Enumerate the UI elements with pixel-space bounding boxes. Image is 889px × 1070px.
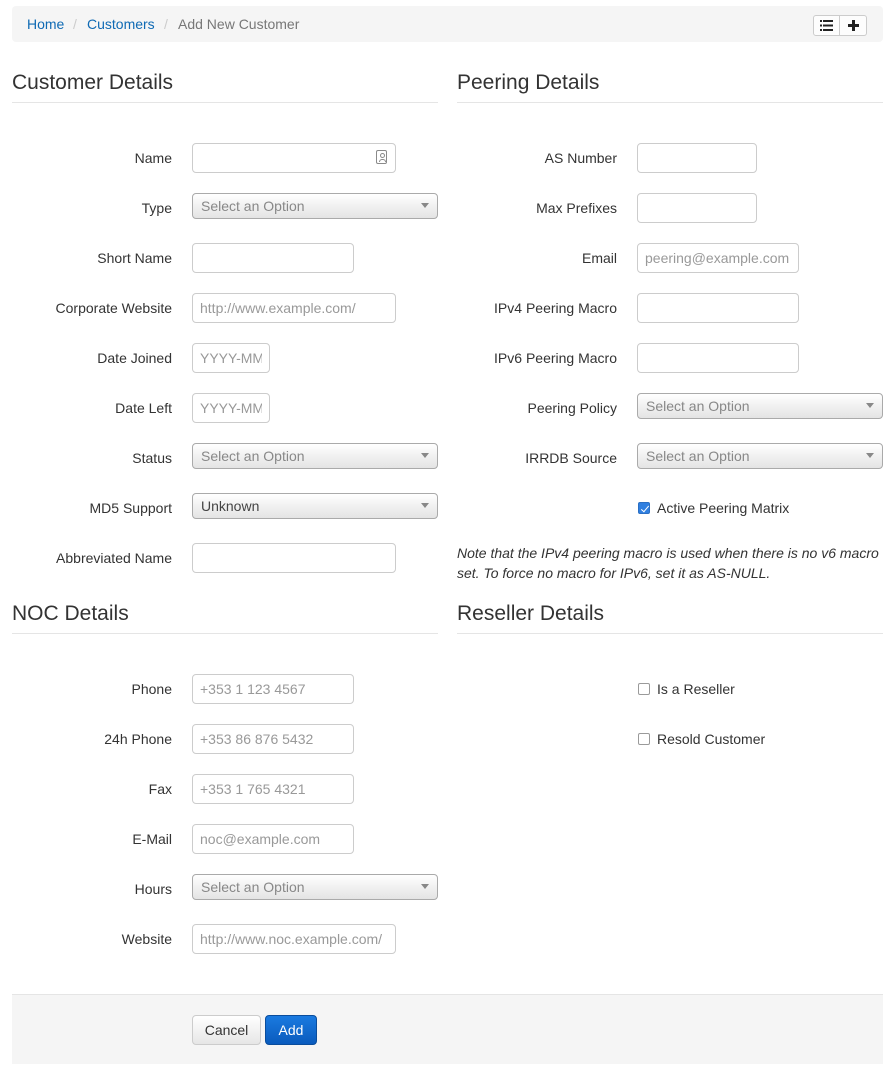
peering-policy-label: Peering Policy (527, 400, 617, 416)
section-divider (457, 102, 883, 103)
breadcrumb-customers-link[interactable]: Customers (87, 16, 155, 32)
chevron-down-icon (421, 203, 429, 208)
chevron-down-icon (866, 453, 874, 458)
short-name-input[interactable] (192, 243, 354, 273)
ipv4-macro-label: IPv4 Peering Macro (494, 300, 617, 316)
breadcrumb-separator: / (164, 16, 168, 32)
ipv6-macro-note: Note that the IPv4 peering macro is used when there is no v6 macro set. To force no macro for IPv6, set it as AS-NULL. (457, 545, 879, 581)
toolbar-button-group (813, 15, 867, 36)
chevron-down-icon (421, 503, 429, 508)
noc-fax-input[interactable] (192, 774, 354, 804)
resold-customer-label[interactable]: Resold Customer (657, 731, 766, 747)
breadcrumb-separator: / (73, 16, 77, 32)
noc-website-input[interactable] (192, 924, 396, 954)
date-joined-label: Date Joined (97, 350, 172, 366)
reseller-details-title: Reseller Details (457, 602, 605, 625)
peering-details-title: Peering Details (457, 71, 600, 94)
as-number-label: AS Number (544, 150, 617, 166)
noc-details-title: NOC Details (12, 602, 129, 625)
noc-phone-input[interactable] (192, 674, 354, 704)
peering-policy-select[interactable] (637, 393, 883, 419)
peering-policy-select-value: Select an Option (646, 398, 750, 414)
active-peering-matrix-checkbox[interactable] (638, 502, 650, 514)
name-label: Name (134, 150, 172, 166)
date-joined-input[interactable] (192, 343, 270, 373)
irrdb-source-select-value: Select an Option (646, 448, 750, 464)
irrdb-source-label: IRRDB Source (525, 450, 617, 466)
is-reseller-checkbox[interactable] (638, 683, 650, 695)
add-button[interactable] (840, 15, 867, 36)
abbreviated-name-label: Abbreviated Name (56, 550, 172, 566)
active-peering-matrix-label[interactable]: Active Peering Matrix (657, 500, 790, 516)
status-select-value: Select an Option (201, 448, 305, 464)
peering-email-input[interactable] (637, 243, 799, 273)
noc-email-label: E-Mail (132, 831, 172, 847)
cancel-button[interactable]: Cancel (192, 1015, 261, 1045)
ipv4-macro-input[interactable] (637, 293, 799, 323)
status-label: Status (132, 450, 172, 466)
ipv6-macro-input[interactable] (637, 343, 799, 373)
noc-24h-phone-label: 24h Phone (104, 731, 172, 747)
short-name-label: Short Name (97, 250, 172, 266)
contact-card-icon (376, 150, 387, 164)
corporate-website-input[interactable] (192, 293, 396, 323)
section-divider (12, 102, 438, 103)
breadcrumb-home-link[interactable]: Home (27, 16, 65, 32)
plus-icon (848, 20, 859, 31)
form-actions-bar (12, 994, 883, 1064)
noc-email-input[interactable] (192, 824, 354, 854)
as-number-input[interactable] (637, 143, 757, 173)
peering-email-label: Email (581, 250, 617, 266)
noc-fax-label: Fax (148, 781, 172, 797)
list-view-button[interactable] (813, 15, 840, 36)
is-reseller-label[interactable]: Is a Reseller (657, 681, 735, 697)
corporate-website-label: Corporate Website (55, 300, 172, 316)
md5-support-select-value: Unknown (201, 498, 260, 514)
breadcrumb-current: Add New Customer (178, 16, 300, 32)
type-select[interactable] (192, 193, 438, 219)
abbreviated-name-input[interactable] (192, 543, 396, 573)
chevron-down-icon (421, 884, 429, 889)
noc-hours-label: Hours (134, 881, 172, 897)
md5-support-label: MD5 Support (89, 500, 172, 516)
chevron-down-icon (866, 403, 874, 408)
noc-phone-label: Phone (131, 681, 172, 697)
max-prefixes-label: Max Prefixes (536, 200, 617, 216)
max-prefixes-input[interactable] (637, 193, 757, 223)
noc-hours-select-value: Select an Option (201, 879, 305, 895)
date-left-label: Date Left (115, 400, 172, 416)
add-button-submit[interactable]: Add (265, 1015, 317, 1045)
name-input[interactable] (192, 143, 396, 173)
date-left-input[interactable] (192, 393, 270, 423)
noc-24h-phone-input[interactable] (192, 724, 354, 754)
section-divider (457, 633, 883, 634)
md5-support-select[interactable] (192, 493, 438, 519)
breadcrumb (12, 6, 883, 42)
name-field-wrapper (192, 143, 396, 173)
list-icon (820, 20, 833, 31)
section-divider (12, 633, 438, 634)
resold-customer-checkbox[interactable] (638, 733, 650, 745)
irrdb-source-select[interactable] (637, 443, 883, 469)
chevron-down-icon (421, 453, 429, 458)
type-select-value: Select an Option (201, 198, 305, 214)
noc-website-label: Website (121, 931, 172, 947)
status-select[interactable] (192, 443, 438, 469)
noc-hours-select[interactable] (192, 874, 438, 900)
ipv6-macro-label: IPv6 Peering Macro (494, 350, 617, 366)
customer-details-title: Customer Details (12, 71, 174, 94)
type-label: Type (141, 200, 172, 216)
